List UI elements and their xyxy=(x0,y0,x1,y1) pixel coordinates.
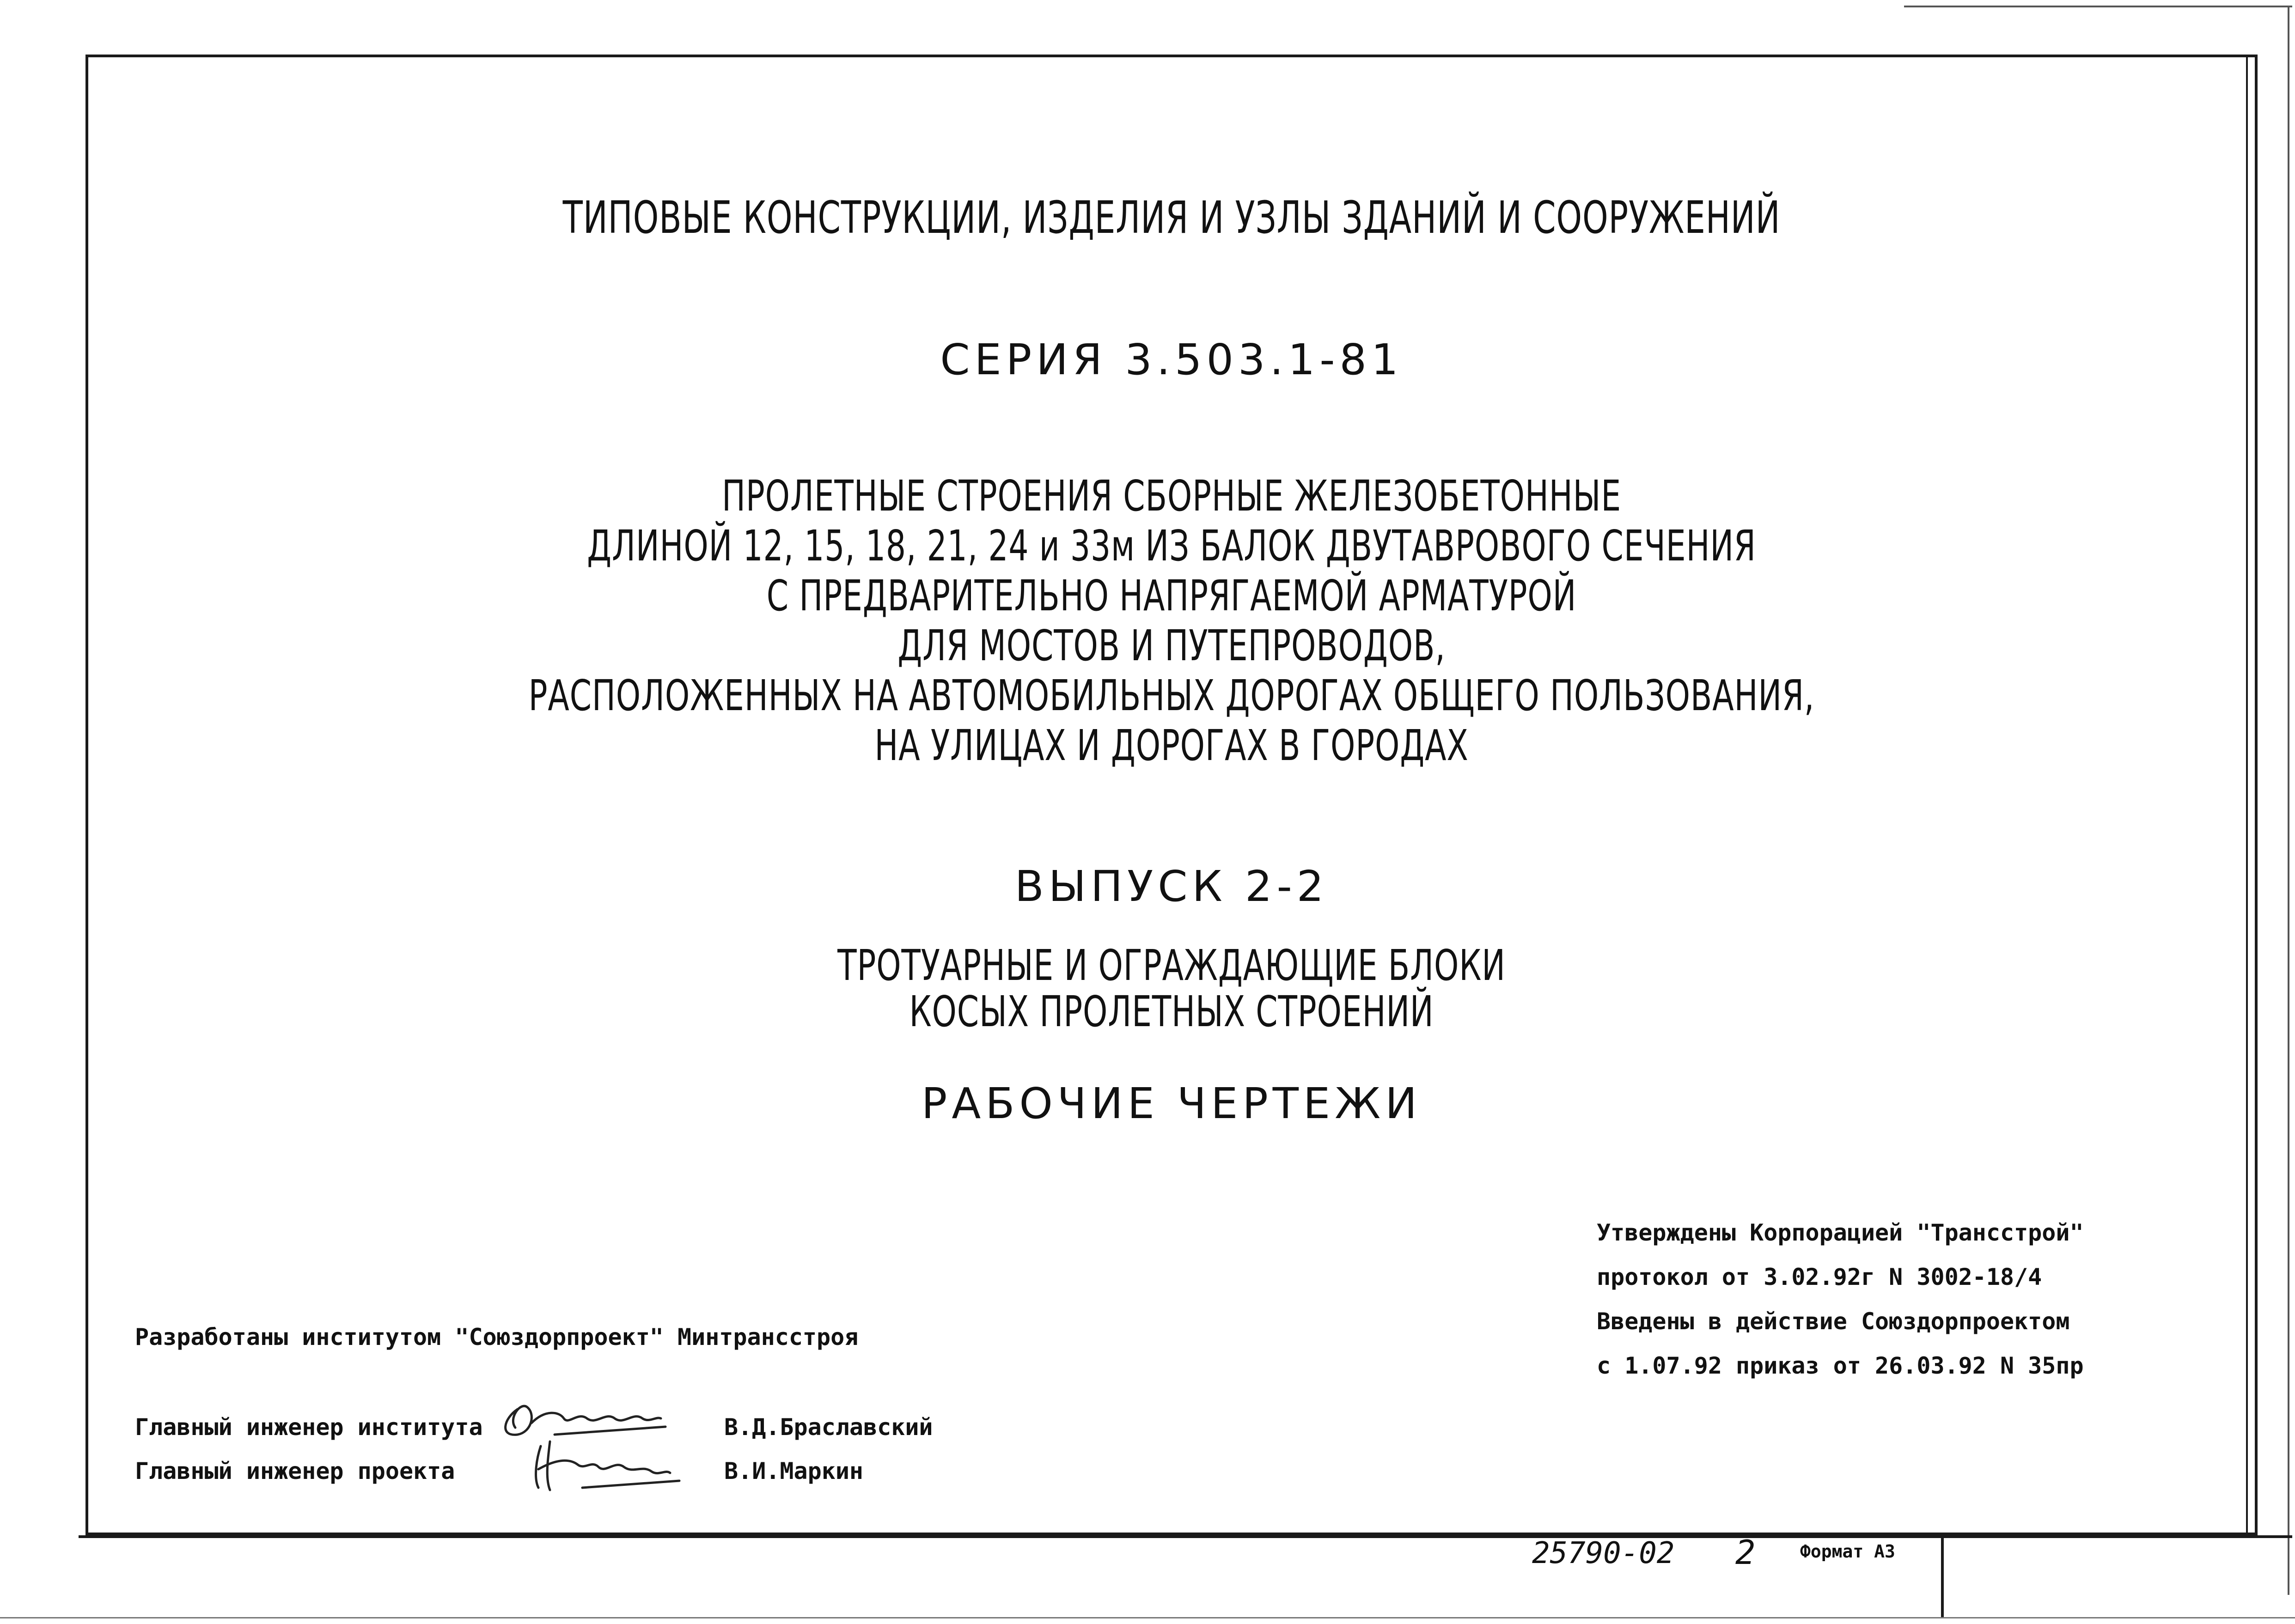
signer-name: В.И.Маркин xyxy=(724,1458,864,1484)
signature-1-stroke xyxy=(506,1406,532,1435)
approval-line: Утверждены Корпорацией "Трансстрой" xyxy=(1597,1219,2084,1246)
frame-top-stub xyxy=(1904,6,2292,7)
signature-row xyxy=(135,1458,864,1484)
developed-by: Разработаны институтом "Союздорпроект" Минтрансстроя xyxy=(135,1324,859,1350)
sheet-number: 2 xyxy=(1735,1533,1756,1572)
description-line: ДЛИНОЙ 12, 15, 18, 21, 24 и 33м ИЗ БАЛОК ДВУТАВРОВОГО СЕЧЕНИЯ xyxy=(587,521,1756,571)
signer-name: В.Д.Браславский xyxy=(724,1414,933,1441)
approval-line: с 1.07.92 приказ от 26.03.92 N 35пр xyxy=(1597,1352,2084,1379)
signature-2-stroke xyxy=(582,1481,679,1488)
subject-block xyxy=(281,943,2062,1035)
signer-role: Главный инженер института xyxy=(135,1414,483,1441)
handwritten-signatures xyxy=(499,1391,698,1502)
frame-binding-line xyxy=(2246,55,2248,1535)
document-type: РАБОЧИЕ ЧЕРТЕЖИ xyxy=(921,1079,1422,1128)
description-line: ПРОЛЕТНЫЕ СТРОЕНИЯ СБОРНЫЕ ЖЕЛЕЗОБЕТОННЫЕ xyxy=(721,471,1622,521)
description-block xyxy=(281,471,2062,771)
signer-role: Главный инженер проекта xyxy=(135,1458,455,1484)
description-line: НА УЛИЦАХ И ДОРОГАХ В ГОРОДАХ xyxy=(874,721,1469,770)
issue-title: ВЫПУСК 2-2 xyxy=(1014,862,1329,911)
approval-line: протокол от 3.02.92г N 3002-18/4 xyxy=(1597,1264,2042,1290)
signature-1-stroke xyxy=(555,1427,665,1435)
sheet-format: Формат А3 xyxy=(1800,1541,1895,1562)
document-number: 25790-02 xyxy=(1532,1536,1675,1570)
approval-block xyxy=(1597,1210,2084,1388)
title-block-line xyxy=(79,1535,2292,1538)
approval-line: Введены в действие Союздорпроектом xyxy=(1597,1308,2070,1335)
description-line: ДЛЯ МОСТОВ И ПУТЕПРОВОДОВ, xyxy=(897,621,1446,670)
frame-right-stub xyxy=(2288,6,2289,1595)
subject-line: КОСЫХ ПРОЛЕТНЫХ СТРОЕНИЙ xyxy=(909,987,1434,1036)
signature-2-stroke xyxy=(538,1460,670,1473)
subject-line: ТРОТУАРНЫЕ И ОГРАЖДАЮЩИЕ БЛОКИ xyxy=(837,941,1506,990)
series-title: СЕРИЯ 3.503.1-81 xyxy=(940,335,1403,384)
signature-row xyxy=(135,1414,933,1441)
document-header: ТИПОВЫЕ КОНСТРУКЦИИ, ИЗДЕЛИЯ И УЗЛЫ ЗДАНИЙ И СООРУЖЕНИЙ xyxy=(562,192,1781,243)
description-line: С ПРЕДВАРИТЕЛЬНО НАПРЯГАЕМОЙ АРМАТУРОЙ xyxy=(766,571,1577,620)
description-line: РАСПОЛОЖЕННЫХ НА АВТОМОБИЛЬНЫХ ДОРОГАХ ОБЩЕГО ПОЛЬЗОВАНИЯ, xyxy=(528,671,1815,720)
signature-1-stroke xyxy=(531,1413,661,1423)
sheet-bottom-edge xyxy=(0,1617,2295,1618)
stamp-divider xyxy=(1941,1535,1944,1618)
